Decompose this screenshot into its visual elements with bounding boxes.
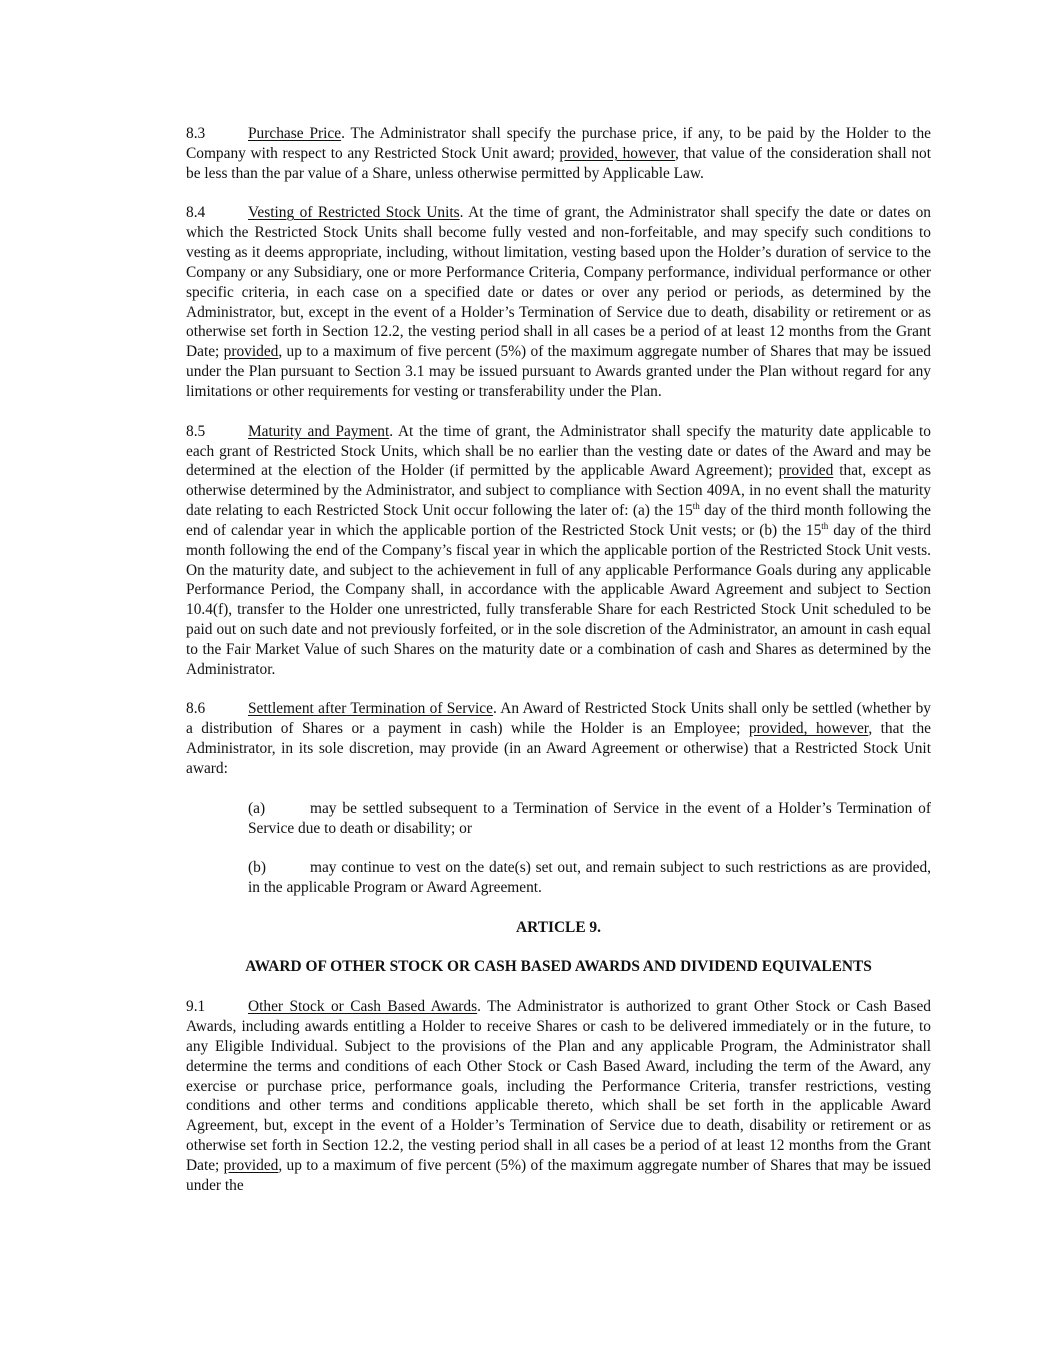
section-number: 8.6 bbox=[186, 700, 206, 718]
section-text: , that the Administrator, in its sole discretion, may provide (in an Award Agreement or otherwise) that a Restricted Stock Unit award: bbox=[186, 720, 931, 777]
section-heading: Other Stock or Cash Based Awards bbox=[248, 998, 478, 1016]
subsection-text: may continue to vest on the date(s) set out, and remain subject to such restrictions as are provided, in the applicable Program or Award Agreement. bbox=[248, 859, 931, 897]
section-heading: Vesting of Restricted Stock Units bbox=[248, 204, 460, 222]
section-text: , up to a maximum of five percent (5%) of the maximum aggregate number of Shares that may be issued under the bbox=[186, 1156, 931, 1194]
section-heading: Purchase Price bbox=[248, 125, 342, 142]
section-text: . The Administrator shall specify the purchase price, if any, to be paid by the Holder to the Company with respect to any Restricted Stock Unit award; bbox=[186, 125, 931, 162]
section-number: 9.1 bbox=[186, 998, 206, 1016]
section-text: . The Administrator is authorized to grant Other Stock or Cash Based Awards, including awards entitling a Holder to receive Shares or cash to be delivered immediately or in the future, to any Eligible Individual. Subject to the provisions of the Plan and any applicable Program, the Administrator shall determine the terms and conditions of each Other Stock or Cash Based Award, including the term of the Award, any exercise or purchase price, performance goals, including the Performance Criteria, transfer restrictions, vesting conditions and other terms and conditions applicable thereto, which shall be set forth in the applicable Award Agreement, but, except in the event of a Holder’s Termination of Service due to death, disability or retirement or as otherwise set forth in Section 12.2, the vesting period shall in all cases be a period of at least 12 months from the Grant Date; bbox=[186, 998, 931, 1174]
ordinal-superscript: th bbox=[692, 501, 700, 512]
section-text: . At the time of grant, the Administrator shall specify the maturity date applicable to each grant of Restricted Stock Units, which shall be no earlier than the vesting date or dates of the Award and may be determined at the election of the Holder (if permitted by the applicable Award Agreement); bbox=[186, 422, 932, 480]
section-8-4 bbox=[186, 203, 931, 401]
provided-however-term: provided, however bbox=[559, 144, 675, 162]
section-number: 8.3 bbox=[186, 125, 206, 142]
article-title: AWARD OF OTHER STOCK OR CASH BASED AWARDS AND DIVIDEND EQUIVALENTS bbox=[245, 958, 872, 976]
section-text: . An Award of Restricted Stock Units shall only be settled (whether by a distribution of Shares or a payment in cash) while the Holder is an Employee; bbox=[186, 700, 931, 738]
section-heading: Settlement after Termination of Service bbox=[248, 700, 493, 718]
document-page bbox=[186, 124, 931, 1215]
provided-term: provided bbox=[223, 1156, 279, 1174]
section-text: , up to a maximum of five percent (5%) of the maximum aggregate number of Shares that may be issued under the Plan pursuant to Section 3.1 may be issued pursuant to Awards granted under the Plan without regard for any limitations or other requirements for vesting or transferability under the Plan. bbox=[186, 343, 931, 400]
section-text: , that value of the consideration shall not be less than the par value of a Share, unless otherwise permitted by Applicable Law. bbox=[186, 144, 931, 182]
subsection-number: (a) bbox=[248, 799, 266, 817]
section-text: day of the third month following the end of calendar year in which the applicable portion of the Restricted Stock Unit vests; or (b) the 15 bbox=[186, 502, 931, 539]
section-number: 8.5 bbox=[186, 422, 206, 440]
section-8-6 bbox=[186, 699, 931, 778]
section-8-3 bbox=[186, 124, 931, 184]
subsection-text: may be settled subsequent to a Termination of Service in the event of a Holder’s Termination of Service due to death or disability; or bbox=[248, 799, 931, 837]
section-text: that, except as otherwise determined by the Administrator, and subject to compliance with Section 409A, in no event shall the maturity date relating to each Restricted Stock Unit occur following the later of: (a) the 15 bbox=[186, 462, 932, 520]
provided-term: provided bbox=[778, 462, 834, 480]
ordinal-superscript: th bbox=[821, 520, 829, 531]
section-heading: Maturity and Payment bbox=[248, 422, 390, 440]
subsection-b bbox=[248, 858, 931, 898]
section-text: . At the time of grant, the Administrator shall specify the date or dates on which the Restricted Stock Units shall become fully vested and non-forfeitable, and may specify such conditions to vesting as it deems appropriate, including, without limitation, vesting based upon the Holder’s duration of service to the Company or any Subsidiary, one or more Performance Criteria, Company performance, individual performance or other specific criteria, in each case on a specified date or dates or over any period or periods, as determined by the Administrator, but, except in the event of a Holder’s Termination of Service due to death, disability or retirement or as otherwise set forth in Section 12.2, the vesting period shall in all cases be a period of at least 12 months from the Grant Date; bbox=[186, 204, 931, 361]
provided-term: provided bbox=[223, 343, 279, 361]
section-9-1 bbox=[186, 997, 931, 1195]
section-number: 8.4 bbox=[186, 204, 206, 222]
section-text: day of the third month following the end of the Company’s fiscal year in which the applicable portion of the Restricted Stock Unit vests. On the maturity date, and subject to the achievement in full of any applicable Performance Goals during any applicable Performance Period, the Company shall, in accordance with the applicable Award Agreement and subject to Section 10.4(f), transfer to the Holder one unrestricted, fully transferable Share for each Restricted Stock Unit scheduled to be paid out on such date and not previously forfeited, or in the sole discretion of the Administrator, an amount in cash equal to the Fair Market Value of such Shares on the maturity date or a combination of cash and Shares as determined by the Administrator. bbox=[186, 521, 931, 678]
subsection-number: (b) bbox=[248, 859, 266, 877]
provided-however-term: provided, however bbox=[748, 720, 869, 738]
section-8-5 bbox=[186, 422, 931, 680]
subsection-a bbox=[248, 799, 931, 839]
article-label: ARTICLE 9. bbox=[516, 918, 601, 936]
